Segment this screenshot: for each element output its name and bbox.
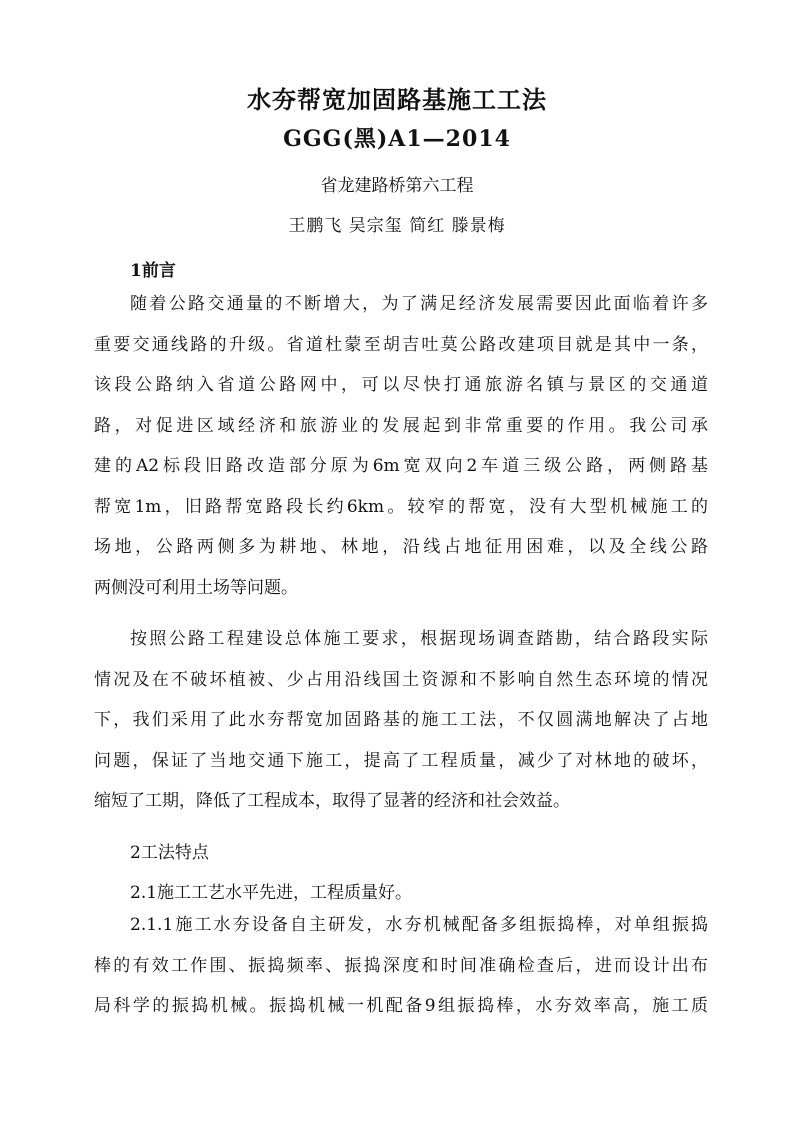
standard-code: GGG(黑)A1—2014 xyxy=(283,126,511,152)
paragraph-line: 场地，公路两侧多为耕地、林地，沿线占地征用困难，以及全线公路 xyxy=(94,537,708,557)
paragraph-line: 局科学的振捣机械。振捣机械一机配备9组振捣棒，水夯效率高，施工质 xyxy=(94,996,708,1016)
paragraph-line: 棒的有效工作围、振捣频率、振捣深度和时间准确检查后，进而设计出布 xyxy=(94,955,708,976)
paragraph-line: 两侧没可利用土场等问题。 xyxy=(94,577,298,598)
paragraph-preface-1 xyxy=(94,284,708,608)
paragraph-line: 重要交通线路的升级。省道杜蒙至胡吉吐莫公路改建项目就是其中一条， xyxy=(94,334,708,355)
paragraph-preface-2 xyxy=(94,619,708,822)
paragraph-line: 情况及在不破坏植被、少占用沿线国土资源和不影响自然生态环境的情况 xyxy=(94,669,708,690)
subsection-heading-2-1: 2.1施工工艺水平先进，工程质量好。 xyxy=(130,883,413,903)
paragraph-line: 下，我们采用了此水夯帮宽加固路基的施工工法，不仅圆满地解决了占地 xyxy=(94,710,708,730)
paragraph-line: 缩短了工期，降低了工程成本，取得了显著的经济和社会效益。 xyxy=(94,791,570,811)
paragraph-line: 问题，保证了当地交通下施工，提高了工程质量，减少了对林地的破坏， xyxy=(94,750,708,771)
paragraph-line: 帮宽1m，旧路帮宽路段长约6km。较窄的帮宽，没有大型机械施工的 xyxy=(94,496,708,517)
paragraph-line: 该段公路纳入省道公路网中，可以尽快打通旅游名镇与景区的交通道 xyxy=(94,375,708,395)
paragraph-line: 建的A2标段旧路改造部分原为6m宽双向2车道三级公路，两侧路基 xyxy=(94,456,708,476)
authors: 王鹏飞 吴宗玺 简红 滕景梅 xyxy=(288,216,506,236)
paragraph-line: 随着公路交通量的不断增大，为了满足经济发展需要因此面临着许多 xyxy=(130,294,708,314)
organization: 省龙建路桥第六工程 xyxy=(320,176,474,196)
paragraph-line: 路，对促进区域经济和旅游业的发展起到非常重要的作用。我公司承 xyxy=(94,415,708,436)
section-heading-features: 2工法特点 xyxy=(130,843,209,863)
section-heading-preface: 1前言 xyxy=(130,261,176,281)
paragraph-line: 2.1.1施工水夯设备自主研发，水夯机械配备多组振捣棒，对单组振捣 xyxy=(130,915,708,935)
document-title: 水夯帮宽加固路基施工工法 xyxy=(247,85,547,114)
paragraph-line: 按照公路工程建设总体施工要求，根据现场调查踏勘，结合路段实际 xyxy=(130,629,708,649)
paragraph-2-1-1 xyxy=(94,905,708,1027)
